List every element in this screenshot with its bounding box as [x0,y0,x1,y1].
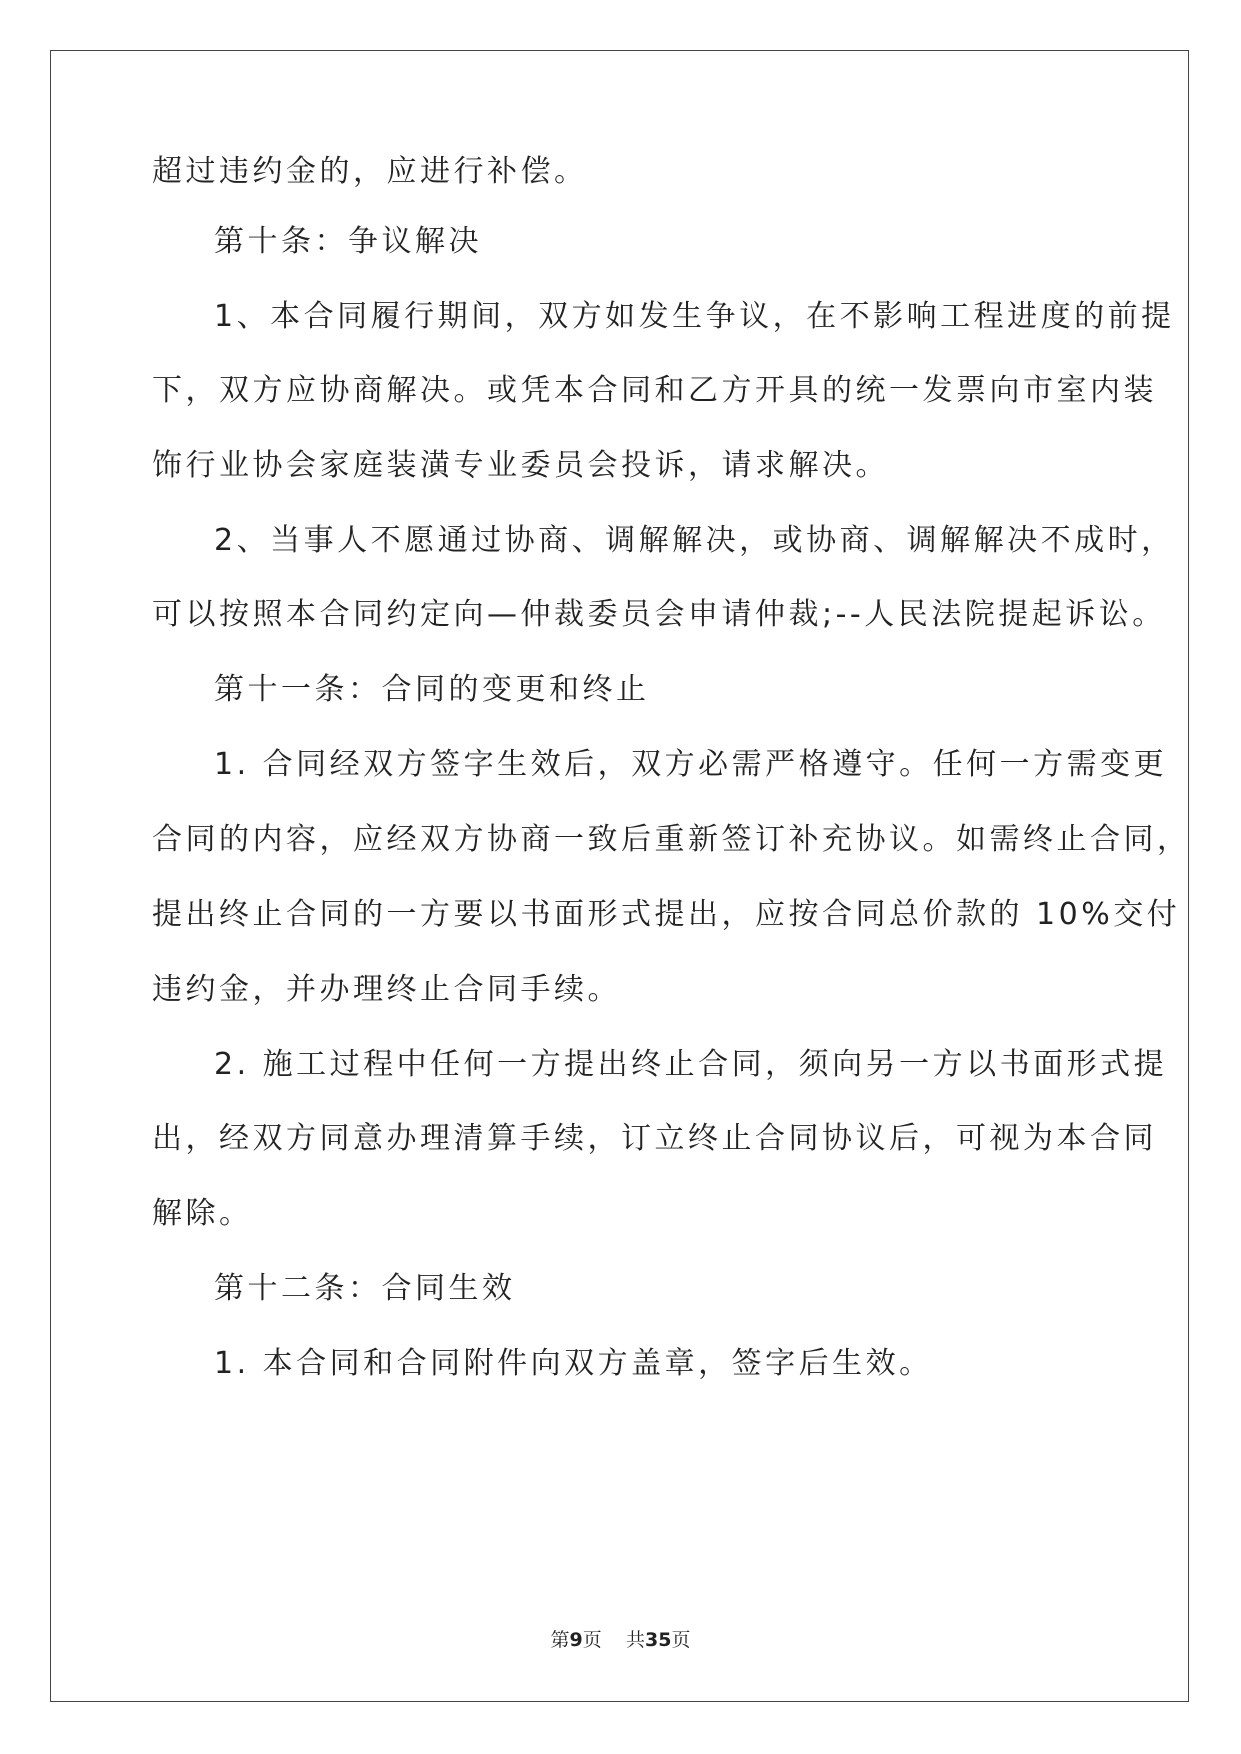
text-line: 合同的内容，应经双方协商一致后重新签订补充协议。如需终止合同， [152,822,1191,857]
text-line: 饰行业协会家庭装潢专业委员会投诉，请求解决。 [152,448,889,483]
text-line: 超过违约金的，应进行补偿。 [152,154,588,189]
footer-total-prefix: 共 [625,1629,645,1651]
text-line: 下，双方应协商解决。或凭本合同和乙方开具的统一发票向市室内装 [152,373,1157,408]
footer-total-suffix: 页 [671,1629,691,1651]
text-line: 可以按照本合同约定向—仲裁委员会申请仲裁;--人民法院提起诉讼。 [152,597,1166,632]
text-line: 提出终止合同的一方要以书面形式提出，应按合同总价款的 10%交付 [152,897,1181,932]
footer-prefix: 第 [550,1629,570,1651]
page-number: 9 [569,1629,583,1651]
text-line: 2. 施工过程中任何一方提出终止合同，须向另一方以书面形式提 [214,1047,1168,1082]
text-line: 1. 合同经双方签字生效后，双方必需严格遵守。任何一方需变更 [214,747,1168,782]
page-border [50,50,1189,1702]
text-line: 出，经双方同意办理清算手续，订立终止合同协议后，可视为本合同 [152,1121,1157,1156]
text-line: 解除。 [152,1196,253,1231]
section-heading: 第十条：争议解决 [214,224,482,259]
footer-page-suffix: 页 [582,1629,602,1651]
section-heading: 第十一条：合同的变更和终止 [214,672,650,707]
text-line: 违约金，并办理终止合同手续。 [152,972,621,1007]
text-line: 2、当事人不愿通过协商、调解解决，或协商、调解解决不成时， [214,523,1175,558]
section-heading: 第十二条：合同生效 [214,1271,516,1306]
text-line: 1. 本合同和合同附件向双方盖章，签字后生效。 [214,1346,933,1381]
page-footer [0,1625,1241,1652]
text-line: 1、本合同履行期间，双方如发生争议，在不影响工程进度的前提 [214,299,1175,334]
total-pages: 35 [644,1629,672,1651]
